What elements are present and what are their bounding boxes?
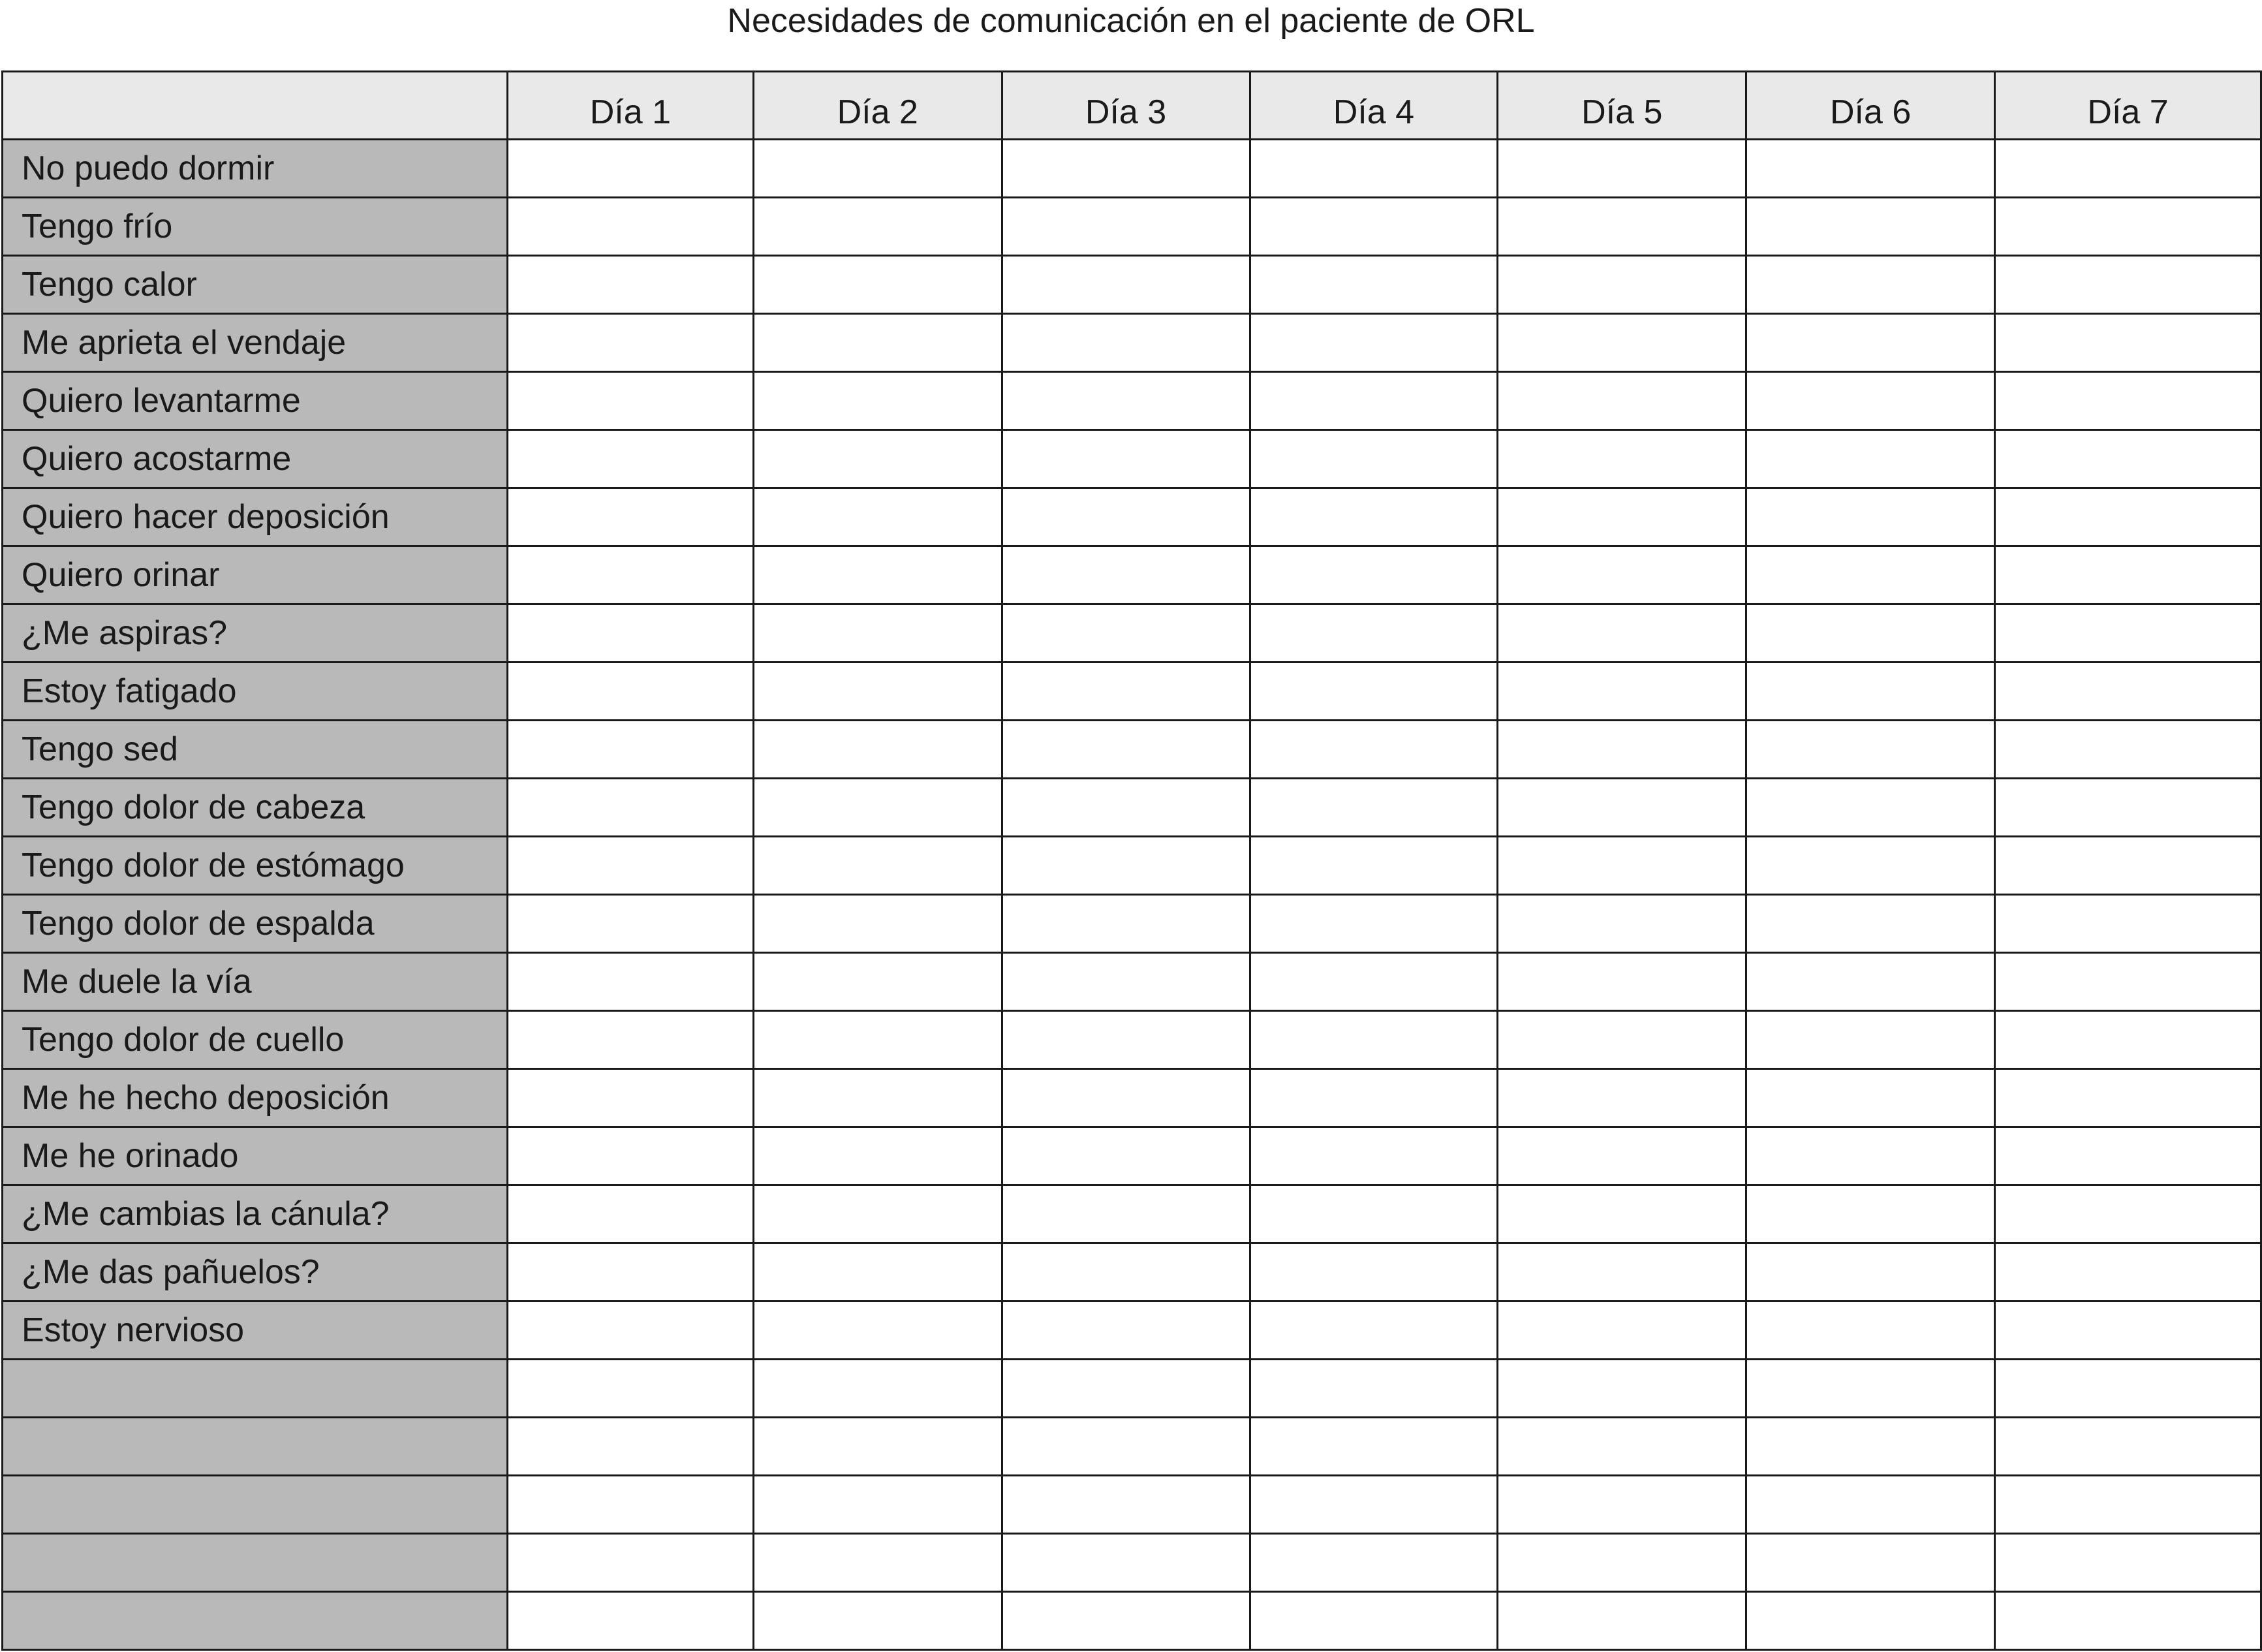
table-row (3, 662, 2261, 721)
check-cell-dia-5[interactable] (1498, 372, 1746, 430)
check-cell-dia-1[interactable] (507, 662, 753, 721)
check-cell-dia-4[interactable] (1250, 1243, 1498, 1301)
row-label: Estoy nervioso (3, 1301, 508, 1360)
table-row (3, 314, 2261, 372)
check-cell-dia-4[interactable] (1250, 604, 1498, 662)
check-cell-dia-6[interactable] (1746, 1301, 1995, 1360)
check-cell-dia-5[interactable] (1498, 1592, 1746, 1650)
check-cell-dia-7[interactable] (1995, 314, 2261, 372)
check-cell-dia-4[interactable] (1250, 1534, 1498, 1592)
check-cell-dia-7[interactable] (1995, 140, 2261, 198)
row-label: Quiero hacer deposición (3, 488, 508, 546)
check-cell-dia-6[interactable] (1746, 1127, 1995, 1185)
column-header-dia-4: Día 4 (1250, 72, 1498, 140)
row-label (3, 1592, 508, 1650)
check-cell-dia-6[interactable] (1746, 1592, 1995, 1650)
row-label: Tengo dolor de cuello (3, 1011, 508, 1069)
check-cell-dia-3[interactable] (1002, 372, 1250, 430)
table-row (3, 1592, 2261, 1650)
check-cell-dia-3[interactable] (1002, 1476, 1250, 1534)
check-cell-dia-6[interactable] (1746, 430, 1995, 488)
check-cell-dia-1[interactable] (507, 721, 753, 779)
check-cell-dia-2[interactable] (753, 1592, 1002, 1650)
check-cell-dia-5[interactable] (1498, 1418, 1746, 1476)
table-row (3, 488, 2261, 546)
check-cell-dia-6[interactable] (1746, 1011, 1995, 1069)
check-cell-dia-4[interactable] (1250, 488, 1498, 546)
check-cell-dia-1[interactable] (507, 314, 753, 372)
check-cell-dia-4[interactable] (1250, 662, 1498, 721)
table-row (3, 1069, 2261, 1127)
check-cell-dia-1[interactable] (507, 953, 753, 1011)
check-cell-dia-5[interactable] (1498, 895, 1746, 953)
check-cell-dia-5[interactable] (1498, 198, 1746, 256)
check-cell-dia-6[interactable] (1746, 256, 1995, 314)
check-cell-dia-4[interactable] (1250, 256, 1498, 314)
column-header-dia-1: Día 1 (507, 72, 753, 140)
row-label: Tengo sed (3, 721, 508, 779)
row-label: Quiero orinar (3, 546, 508, 604)
check-cell-dia-5[interactable] (1498, 1476, 1746, 1534)
table-row (3, 1476, 2261, 1534)
row-label: ¿Me aspiras? (3, 604, 508, 662)
table-row (3, 1185, 2261, 1243)
check-cell-dia-2[interactable] (753, 1360, 1002, 1418)
table-row (3, 256, 2261, 314)
row-label: Me duele la vía (3, 953, 508, 1011)
check-cell-dia-6[interactable] (1746, 662, 1995, 721)
row-label (3, 1418, 508, 1476)
check-cell-dia-1[interactable] (507, 604, 753, 662)
check-cell-dia-2[interactable] (753, 1301, 1002, 1360)
row-label (3, 1534, 508, 1592)
check-cell-dia-1[interactable] (507, 1476, 753, 1534)
check-cell-dia-7[interactable] (1995, 1476, 2261, 1534)
check-cell-dia-2[interactable] (753, 721, 1002, 779)
row-label: Tengo frío (3, 198, 508, 256)
check-cell-dia-1[interactable] (507, 1592, 753, 1650)
table-row (3, 1011, 2261, 1069)
check-cell-dia-3[interactable] (1002, 1069, 1250, 1127)
check-cell-dia-4[interactable] (1250, 1185, 1498, 1243)
check-cell-dia-4[interactable] (1250, 314, 1498, 372)
check-cell-dia-4[interactable] (1250, 837, 1498, 895)
check-cell-dia-7[interactable] (1995, 721, 2261, 779)
check-cell-dia-7[interactable] (1995, 1301, 2261, 1360)
check-cell-dia-1[interactable] (507, 1011, 753, 1069)
check-cell-dia-5[interactable] (1498, 1301, 1746, 1360)
table-row (3, 430, 2261, 488)
row-label: No puedo dormir (3, 140, 508, 198)
column-header-dia-5: Día 5 (1498, 72, 1746, 140)
check-cell-dia-7[interactable] (1995, 779, 2261, 837)
table-row (3, 953, 2261, 1011)
check-cell-dia-6[interactable] (1746, 1185, 1995, 1243)
check-cell-dia-1[interactable] (507, 1534, 753, 1592)
check-cell-dia-2[interactable] (753, 256, 1002, 314)
check-cell-dia-6[interactable] (1746, 546, 1995, 604)
check-cell-dia-5[interactable] (1498, 314, 1746, 372)
check-cell-dia-4[interactable] (1250, 1360, 1498, 1418)
check-cell-dia-6[interactable] (1746, 372, 1995, 430)
check-cell-dia-7[interactable] (1995, 372, 2261, 430)
check-cell-dia-2[interactable] (753, 1534, 1002, 1592)
check-cell-dia-5[interactable] (1498, 662, 1746, 721)
check-cell-dia-1[interactable] (507, 198, 753, 256)
check-cell-dia-3[interactable] (1002, 1534, 1250, 1592)
row-label (3, 1476, 508, 1534)
check-cell-dia-2[interactable] (753, 198, 1002, 256)
check-cell-dia-4[interactable] (1250, 779, 1498, 837)
table-row (3, 372, 2261, 430)
check-cell-dia-6[interactable] (1746, 198, 1995, 256)
check-cell-dia-1[interactable] (507, 430, 753, 488)
check-cell-dia-6[interactable] (1746, 1418, 1995, 1476)
check-cell-dia-3[interactable] (1002, 1301, 1250, 1360)
check-cell-dia-3[interactable] (1002, 314, 1250, 372)
check-cell-dia-3[interactable] (1002, 895, 1250, 953)
check-cell-dia-3[interactable] (1002, 1418, 1250, 1476)
check-cell-dia-5[interactable] (1498, 256, 1746, 314)
check-cell-dia-7[interactable] (1995, 1243, 2261, 1301)
check-cell-dia-3[interactable] (1002, 430, 1250, 488)
column-header-dia-7: Día 7 (1995, 72, 2261, 140)
check-cell-dia-7[interactable] (1995, 256, 2261, 314)
row-label: Estoy fatigado (3, 662, 508, 721)
check-cell-dia-4[interactable] (1250, 895, 1498, 953)
check-cell-dia-6[interactable] (1746, 953, 1995, 1011)
check-cell-dia-4[interactable] (1250, 1011, 1498, 1069)
check-cell-dia-2[interactable] (753, 662, 1002, 721)
check-cell-dia-5[interactable] (1498, 1360, 1746, 1418)
check-cell-dia-6[interactable] (1746, 1534, 1995, 1592)
page-title: Necesidades de comunicación en el paciente de ORL (727, 2, 1535, 40)
check-cell-dia-6[interactable] (1746, 604, 1995, 662)
check-cell-dia-2[interactable] (753, 779, 1002, 837)
check-cell-dia-5[interactable] (1498, 1185, 1746, 1243)
row-label: ¿Me das pañuelos? (3, 1243, 508, 1301)
check-cell-dia-1[interactable] (507, 779, 753, 837)
check-cell-dia-7[interactable] (1995, 1534, 2261, 1592)
row-label: Tengo dolor de cabeza (3, 779, 508, 837)
check-cell-dia-7[interactable] (1995, 546, 2261, 604)
check-cell-dia-7[interactable] (1995, 488, 2261, 546)
table-row (3, 721, 2261, 779)
table-row (3, 1243, 2261, 1301)
check-cell-dia-2[interactable] (753, 953, 1002, 1011)
check-cell-dia-1[interactable] (507, 1360, 753, 1418)
check-cell-dia-4[interactable] (1250, 1069, 1498, 1127)
row-label: Me he hecho deposición (3, 1069, 508, 1127)
corner-header-cell (3, 72, 508, 140)
check-cell-dia-4[interactable] (1250, 1418, 1498, 1476)
check-cell-dia-7[interactable] (1995, 953, 2261, 1011)
check-cell-dia-2[interactable] (753, 488, 1002, 546)
check-cell-dia-2[interactable] (753, 895, 1002, 953)
check-cell-dia-3[interactable] (1002, 1011, 1250, 1069)
check-cell-dia-2[interactable] (753, 1127, 1002, 1185)
table-row (3, 1418, 2261, 1476)
check-cell-dia-2[interactable] (753, 314, 1002, 372)
check-cell-dia-4[interactable] (1250, 198, 1498, 256)
check-cell-dia-3[interactable] (1002, 721, 1250, 779)
check-cell-dia-2[interactable] (753, 1243, 1002, 1301)
check-cell-dia-3[interactable] (1002, 546, 1250, 604)
row-label: Quiero acostarme (3, 430, 508, 488)
check-cell-dia-1[interactable] (507, 1069, 753, 1127)
check-cell-dia-3[interactable] (1002, 1127, 1250, 1185)
check-cell-dia-6[interactable] (1746, 721, 1995, 779)
check-cell-dia-7[interactable] (1995, 198, 2261, 256)
check-cell-dia-4[interactable] (1250, 430, 1498, 488)
check-cell-dia-5[interactable] (1498, 837, 1746, 895)
check-cell-dia-1[interactable] (507, 1127, 753, 1185)
column-header-dia-2: Día 2 (753, 72, 1002, 140)
check-cell-dia-5[interactable] (1498, 430, 1746, 488)
check-cell-dia-1[interactable] (507, 546, 753, 604)
check-cell-dia-4[interactable] (1250, 546, 1498, 604)
check-cell-dia-3[interactable] (1002, 953, 1250, 1011)
check-cell-dia-6[interactable] (1746, 1069, 1995, 1127)
header-row (3, 72, 2261, 140)
check-cell-dia-3[interactable] (1002, 1243, 1250, 1301)
needs-table (1, 70, 2262, 1651)
check-cell-dia-7[interactable] (1995, 1185, 2261, 1243)
check-cell-dia-7[interactable] (1995, 837, 2261, 895)
table-row (3, 198, 2261, 256)
table-row (3, 604, 2261, 662)
check-cell-dia-2[interactable] (753, 1011, 1002, 1069)
check-cell-dia-1[interactable] (507, 837, 753, 895)
check-cell-dia-1[interactable] (507, 256, 753, 314)
check-cell-dia-3[interactable] (1002, 604, 1250, 662)
check-cell-dia-6[interactable] (1746, 1360, 1995, 1418)
check-cell-dia-5[interactable] (1498, 546, 1746, 604)
table-row (3, 1127, 2261, 1185)
row-label (3, 1360, 508, 1418)
check-cell-dia-2[interactable] (753, 372, 1002, 430)
row-label: Me he orinado (3, 1127, 508, 1185)
check-cell-dia-4[interactable] (1250, 1592, 1498, 1650)
check-cell-dia-7[interactable] (1995, 1069, 2261, 1127)
check-cell-dia-2[interactable] (753, 1418, 1002, 1476)
check-cell-dia-7[interactable] (1995, 895, 2261, 953)
check-cell-dia-3[interactable] (1002, 837, 1250, 895)
check-cell-dia-1[interactable] (507, 372, 753, 430)
check-cell-dia-3[interactable] (1002, 1592, 1250, 1650)
row-label: Quiero levantarme (3, 372, 508, 430)
check-cell-dia-5[interactable] (1498, 604, 1746, 662)
check-cell-dia-2[interactable] (753, 140, 1002, 198)
check-cell-dia-4[interactable] (1250, 1476, 1498, 1534)
check-cell-dia-1[interactable] (507, 140, 753, 198)
check-cell-dia-7[interactable] (1995, 1592, 2261, 1650)
table-row (3, 837, 2261, 895)
check-cell-dia-3[interactable] (1002, 198, 1250, 256)
check-cell-dia-5[interactable] (1498, 1011, 1746, 1069)
column-header-dia-3: Día 3 (1002, 72, 1250, 140)
check-cell-dia-3[interactable] (1002, 1185, 1250, 1243)
check-cell-dia-7[interactable] (1995, 430, 2261, 488)
check-cell-dia-4[interactable] (1250, 372, 1498, 430)
check-cell-dia-7[interactable] (1995, 662, 2261, 721)
check-cell-dia-1[interactable] (507, 1243, 753, 1301)
check-cell-dia-5[interactable] (1498, 1069, 1746, 1127)
check-cell-dia-7[interactable] (1995, 1360, 2261, 1418)
table-row (3, 895, 2261, 953)
row-label: Tengo dolor de espalda (3, 895, 508, 953)
check-cell-dia-1[interactable] (507, 1185, 753, 1243)
check-cell-dia-3[interactable] (1002, 488, 1250, 546)
check-cell-dia-5[interactable] (1498, 488, 1746, 546)
check-cell-dia-5[interactable] (1498, 779, 1746, 837)
check-cell-dia-2[interactable] (753, 1185, 1002, 1243)
check-cell-dia-5[interactable] (1498, 721, 1746, 779)
check-cell-dia-7[interactable] (1995, 1011, 2261, 1069)
check-cell-dia-4[interactable] (1250, 953, 1498, 1011)
check-cell-dia-6[interactable] (1746, 1243, 1995, 1301)
check-cell-dia-5[interactable] (1498, 1534, 1746, 1592)
check-cell-dia-2[interactable] (753, 1476, 1002, 1534)
check-cell-dia-4[interactable] (1250, 140, 1498, 198)
check-cell-dia-2[interactable] (753, 546, 1002, 604)
check-cell-dia-3[interactable] (1002, 256, 1250, 314)
check-cell-dia-5[interactable] (1498, 953, 1746, 1011)
row-label: Me aprieta el vendaje (3, 314, 508, 372)
check-cell-dia-7[interactable] (1995, 1127, 2261, 1185)
check-cell-dia-7[interactable] (1995, 1418, 2261, 1476)
check-cell-dia-2[interactable] (753, 604, 1002, 662)
check-cell-dia-6[interactable] (1746, 895, 1995, 953)
check-cell-dia-2[interactable] (753, 1069, 1002, 1127)
check-cell-dia-3[interactable] (1002, 779, 1250, 837)
check-cell-dia-1[interactable] (507, 488, 753, 546)
check-cell-dia-6[interactable] (1746, 837, 1995, 895)
row-label: Tengo calor (3, 256, 508, 314)
check-cell-dia-1[interactable] (507, 1301, 753, 1360)
row-label: Tengo dolor de estómago (3, 837, 508, 895)
table-row (3, 1534, 2261, 1592)
check-cell-dia-2[interactable] (753, 837, 1002, 895)
check-cell-dia-4[interactable] (1250, 721, 1498, 779)
table-row (3, 1301, 2261, 1360)
table-row (3, 140, 2261, 198)
check-cell-dia-4[interactable] (1250, 1301, 1498, 1360)
check-cell-dia-6[interactable] (1746, 1476, 1995, 1534)
check-cell-dia-3[interactable] (1002, 662, 1250, 721)
column-header-dia-6: Día 6 (1746, 72, 1995, 140)
check-cell-dia-6[interactable] (1746, 314, 1995, 372)
table-body (3, 140, 2261, 1650)
check-cell-dia-6[interactable] (1746, 488, 1995, 546)
check-cell-dia-6[interactable] (1746, 140, 1995, 198)
check-cell-dia-5[interactable] (1498, 1127, 1746, 1185)
check-cell-dia-3[interactable] (1002, 1360, 1250, 1418)
row-label: ¿Me cambias la cánula? (3, 1185, 508, 1243)
check-cell-dia-2[interactable] (753, 430, 1002, 488)
check-cell-dia-5[interactable] (1498, 1243, 1746, 1301)
table-row (3, 546, 2261, 604)
check-cell-dia-4[interactable] (1250, 1127, 1498, 1185)
check-cell-dia-3[interactable] (1002, 140, 1250, 198)
check-cell-dia-6[interactable] (1746, 779, 1995, 837)
table-row (3, 779, 2261, 837)
check-cell-dia-1[interactable] (507, 895, 753, 953)
check-cell-dia-5[interactable] (1498, 140, 1746, 198)
check-cell-dia-7[interactable] (1995, 604, 2261, 662)
check-cell-dia-1[interactable] (507, 1418, 753, 1476)
table-row (3, 1360, 2261, 1418)
